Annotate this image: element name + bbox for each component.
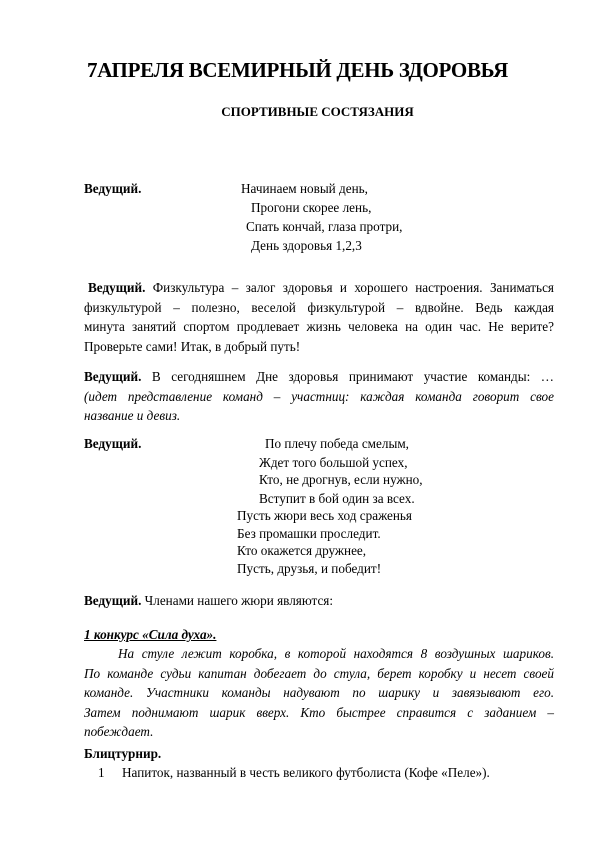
page-subtitle: СПОРТИВНЫЕ СОСТЯЗАНИЯ [221, 104, 414, 119]
poem-line: Спать кончай, глаза протри, [246, 219, 403, 234]
paragraph-line: В сегодняшнем Дне здоровья принимают участие команды: … [151, 369, 554, 384]
paragraph-line: Затем поднимают шарик вверх. Кто быстрее справится с заданием – [84, 704, 554, 720]
poem-line: Ждет того большой успех, [259, 455, 408, 470]
speaker-label: Ведущий. [88, 280, 146, 295]
jury-line [84, 593, 333, 609]
poem-line: Прогони скорее лень, [251, 200, 372, 215]
paragraph-line: название и девиз. [84, 408, 181, 423]
poem-line: Пусть жюри весь ход сраженья [237, 508, 412, 523]
list-item: Напиток, названный в честь великого футболиста (Кофе «Пеле»). [122, 765, 490, 780]
paragraph-line: На стуле лежит коробка, в которой находятся 8 воздушных шариков. [118, 646, 554, 661]
contest-heading: 1 конкурс «Сила духа». [84, 627, 217, 642]
teams-paragraph [84, 367, 554, 426]
list-number: 1 [98, 765, 105, 780]
speaker-label: Ведущий. [84, 593, 142, 608]
speaker-label: Ведущий. [84, 436, 142, 451]
paragraph-line: физкультурой – полезно, веселой физкультурой – вдвойне. Ведь каждая [84, 299, 554, 315]
poem-line: Без промашки проследит. [237, 526, 381, 541]
jury-text: Членами нашего жюри являются: [144, 593, 334, 608]
speaker-label: Ведущий. [84, 369, 142, 384]
paragraph-line: побеждает. [84, 724, 154, 739]
poem-line: День здоровья 1,2,3 [251, 238, 362, 253]
paragraph-line: (идет представление команд – участниц: каждая команда говорит свое [84, 388, 554, 404]
intro-paragraph [84, 278, 554, 356]
paragraph-line: минута занятий спортом продлевает жизнь человека на один час. Не верите? [84, 319, 554, 334]
contest-description [84, 644, 554, 742]
paragraph-line: Проверьте сами! Итак, в добрый путь! [84, 338, 301, 354]
paragraph-line: Физкультура – залог здоровья и хорошего настроения. Заниматься [152, 280, 554, 295]
poem-line: Кто окажется дружнее, [237, 543, 367, 558]
poem-line: Кто, не дрогнув, если нужно, [259, 472, 423, 487]
page-title: 7АПРЕЛЯ ВСЕМИРНЫЙ ДЕНЬ ЗДОРОВЬЯ [87, 58, 508, 82]
blitz-heading: Блицтурнир. [84, 746, 162, 761]
poem-line: По плечу победа смелым, [265, 436, 409, 451]
paragraph-line: По команде судьи капитан добегает до стула, берет коробку и несет своей [84, 665, 554, 681]
poem-line: Пусть, друзья, и победит! [237, 561, 382, 576]
paragraph-line: команде. Участники команды надувают по шарику и завязывают его. [84, 685, 554, 700]
speaker-label: Ведущий. [84, 181, 142, 196]
poem-line: Вступит в бой один за всех. [259, 491, 415, 506]
poem-line: Начинаем новый день, [241, 181, 368, 196]
